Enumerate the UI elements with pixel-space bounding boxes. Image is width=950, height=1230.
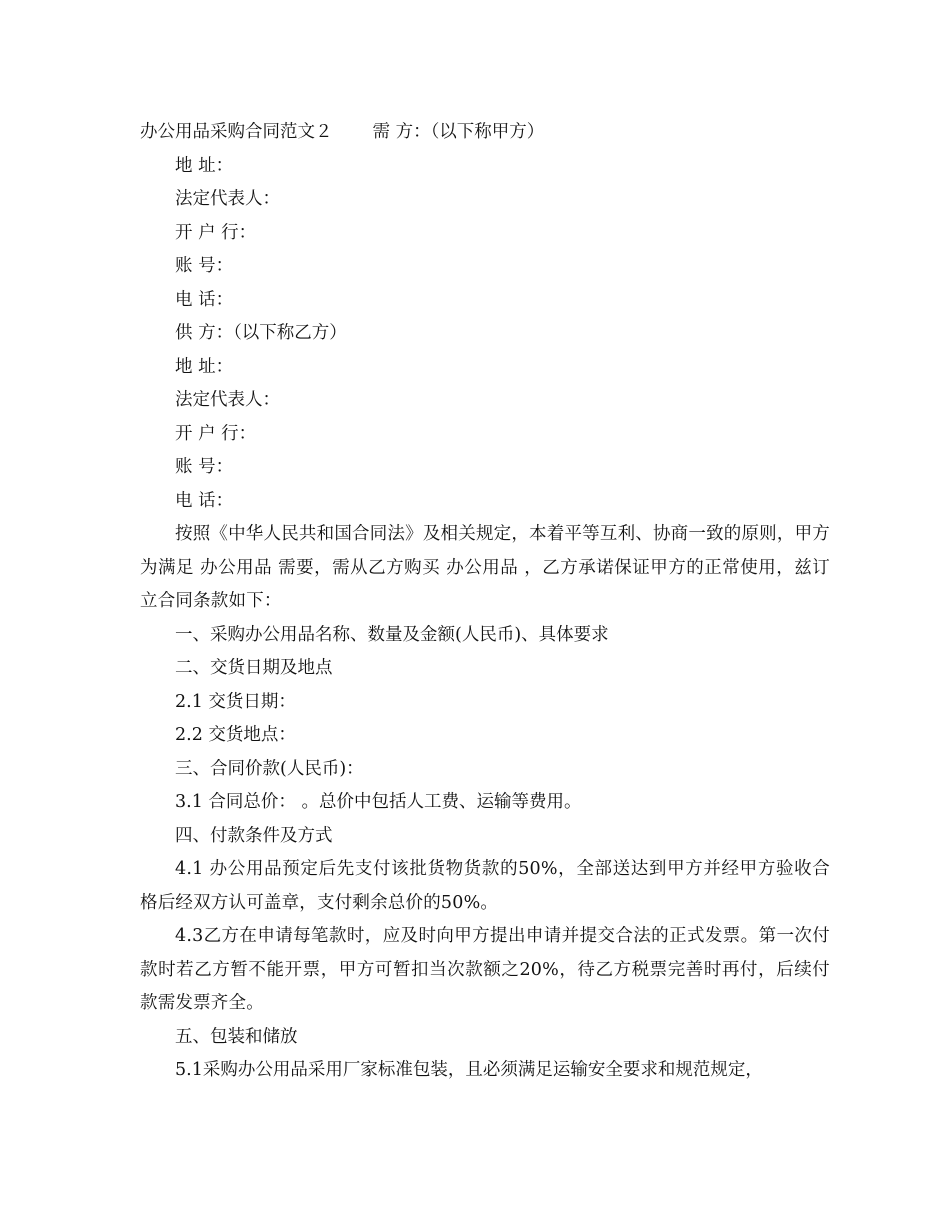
seller-account-field: 账 号： (175, 457, 234, 477)
clause-1-heading: 一、采购办公用品名称、数量及金额(人民币)、具体要求 (175, 624, 609, 645)
seller-address-field: 地 址： (175, 356, 234, 377)
clause-5-1: 5.1采购办公用品采用厂家标准包装，且必须满足运输安全要求和规范规定， (175, 1060, 763, 1080)
clause-3-heading: 三、合同价款(人民币)： (175, 758, 364, 779)
buyer-phone-field: 电 话： (175, 289, 234, 310)
clause-4-3: 4.3乙方在申请每笔款时，应及时向甲方提出申请并提交合法的正式发票。第一次付款时若乙方暂不能开票，甲方可暂扣当次款额之20%，待乙方税票完善时再付，后续付款需发票齐全。 (140, 926, 830, 1013)
buyer-address-field: 地 址： (175, 155, 234, 176)
seller-bank-field: 开 户 行： (175, 423, 257, 444)
clause-2-1: 2.1 交货日期： (175, 691, 296, 712)
seller-phone-field: 电 话： (175, 490, 234, 511)
contract-body (140, 116, 830, 1088)
seller-legal-rep-field: 法定代表人： (175, 390, 280, 410)
preamble-paragraph: 按照《中华人民共和国合同法》及相关规定，本着平等互利、协商一致的原则，甲方为满足 办公用品 需要，需从乙方购买 办公用品 ，乙方承诺保证甲方的正常使用，兹订立合同条款如下： (140, 524, 830, 611)
clause-2-heading: 二、交货日期及地点 (175, 658, 333, 678)
clause-4-1: 4.1 办公用品预定后先支付该批货物货款的50%，全部送达到甲方并经甲方验收合格后经双方认可盖章，支付剩余总价的50%。 (140, 859, 830, 913)
clause-4-heading: 四、付款条件及方式 (175, 825, 333, 846)
buyer-bank-field: 开 户 行： (175, 222, 257, 243)
seller-heading: 供 方：（以下称乙方） (175, 323, 347, 343)
clause-2-2: 2.2 交货地点： (175, 725, 296, 745)
clause-5-heading: 五、包装和储放 (175, 1026, 298, 1047)
clause-3-1: 3.1 合同总价： 。总价中包括人工费、运输等费用。 (175, 792, 582, 812)
buyer-account-field: 账 号： (175, 256, 234, 276)
title-line (140, 116, 830, 150)
buyer-legal-rep-field: 法定代表人： (175, 189, 280, 209)
contract-title: 办公用品采购合同范文２ (140, 122, 333, 142)
buyer-heading: 需 方：（以下称甲方） (372, 122, 545, 142)
